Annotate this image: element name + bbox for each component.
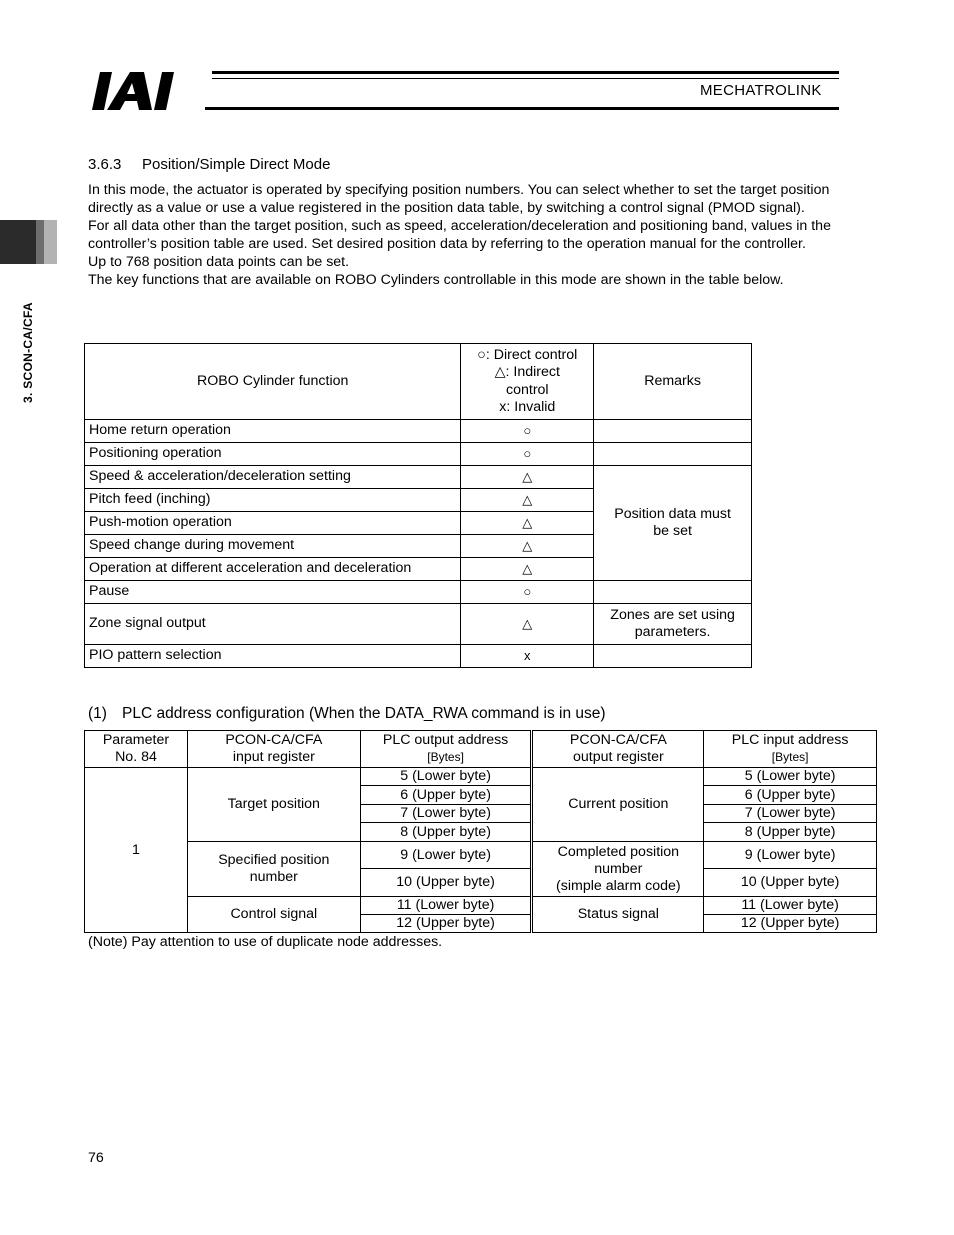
output-address-cell: 12 (Upper byte): [360, 915, 532, 933]
completed-position-cell: Completed position number (simple alarm code): [532, 842, 704, 897]
input-address-cell: 12 (Upper byte): [704, 915, 877, 933]
header-input-address: PLC input address [Bytes]: [704, 731, 877, 768]
function-cell: Home return operation: [85, 420, 461, 443]
table-row: [85, 466, 752, 489]
status-signal-cell: Status signal: [532, 897, 704, 933]
remarks-cell: [594, 443, 752, 466]
product-label: MECHATROLINK: [700, 82, 822, 99]
table-row: [85, 645, 752, 668]
plc-table-note: (Note) Pay attention to use of duplicate node addresses.: [88, 934, 443, 950]
section-number: 3.6.3: [88, 156, 122, 173]
control-cell: ○: [461, 443, 594, 466]
function-cell: Speed & acceleration/deceleration setting: [85, 466, 461, 489]
output-address-cell: 7 (Lower byte): [360, 805, 532, 823]
current-position-cell: Current position: [532, 768, 704, 842]
header-rule: [205, 107, 839, 110]
header-control: ○: Direct control △: Indirect control x: Invalid: [461, 344, 594, 420]
section-heading: [88, 156, 330, 173]
output-address-cell: 8 (Upper byte): [360, 823, 532, 842]
function-cell: Pitch feed (inching): [85, 489, 461, 512]
control-signal-cell: Control signal: [187, 897, 360, 933]
page-number: 76: [88, 1150, 104, 1166]
control-cell: ○: [461, 581, 594, 604]
plc-table-title: [88, 705, 606, 723]
section-intro: [88, 181, 878, 289]
input-address-cell: 10 (Upper byte): [704, 869, 877, 897]
plc-table-title-text: PLC address configuration (When the DATA_RWA command is in use): [122, 705, 606, 722]
control-cell: △: [461, 558, 594, 581]
function-cell: Operation at different acceleration and deceleration: [85, 558, 461, 581]
table-header-row: [85, 731, 877, 768]
table-row: [85, 420, 752, 443]
function-cell: Push-motion operation: [85, 512, 461, 535]
input-address-cell: 8 (Upper byte): [704, 823, 877, 842]
remarks-cell: [594, 645, 752, 668]
control-cell: △: [461, 535, 594, 558]
remarks-cell: [594, 581, 752, 604]
chapter-tab-marker: [0, 220, 57, 264]
intro-paragraph: Up to 768 position data points can be set.: [88, 254, 350, 270]
header-function: ROBO Cylinder function: [85, 344, 461, 420]
control-cell: △: [461, 466, 594, 489]
function-cell: Pause: [85, 581, 461, 604]
table-row: [85, 581, 752, 604]
function-table: [84, 343, 752, 668]
input-address-cell: 7 (Lower byte): [704, 805, 877, 823]
output-address-cell: 6 (Upper byte): [360, 786, 532, 805]
remarks-cell: Zones are set using parameters.: [594, 604, 752, 645]
header-input-register: PCON-CA/CFA input register: [187, 731, 360, 768]
iai-logo: [90, 70, 208, 112]
table-row: [85, 897, 877, 915]
target-position-cell: Target position: [187, 768, 360, 842]
output-address-cell: 9 (Lower byte): [360, 842, 532, 869]
specified-position-cell: Specified position number: [187, 842, 360, 897]
header-parameter: Parameter No. 84: [85, 731, 188, 768]
output-address-cell: 5 (Lower byte): [360, 768, 532, 786]
header-output-register: PCON-CA/CFA output register: [532, 731, 704, 768]
function-cell: Speed change during movement: [85, 535, 461, 558]
output-address-cell: 11 (Lower byte): [360, 897, 532, 915]
intro-paragraph: In this mode, the actuator is operated by specifying position numbers. You can select whether to set the target position directly as a value or use a value registered in the position data table, by switching a control signal (PMOD signal).: [88, 182, 830, 216]
function-cell: Positioning operation: [85, 443, 461, 466]
input-address-cell: 9 (Lower byte): [704, 842, 877, 869]
section-title: Position/Simple Direct Mode: [142, 156, 331, 173]
table-row: [85, 842, 877, 869]
control-cell: △: [461, 489, 594, 512]
plc-table-number: (1): [88, 705, 107, 722]
header-remarks: Remarks: [594, 344, 752, 420]
header-output-address: PLC output address [Bytes]: [360, 731, 532, 768]
control-cell: △: [461, 604, 594, 645]
table-row: [85, 768, 877, 786]
table-row: [85, 604, 752, 645]
table-header-row: [85, 344, 752, 420]
control-cell: △: [461, 512, 594, 535]
input-address-cell: 5 (Lower byte): [704, 768, 877, 786]
header-rule: [212, 78, 839, 79]
control-cell: x: [461, 645, 594, 668]
plc-address-table: [84, 730, 877, 933]
function-cell: Zone signal output: [85, 604, 461, 645]
control-cell: ○: [461, 420, 594, 443]
output-address-cell: 10 (Upper byte): [360, 869, 532, 897]
parameter-value-cell: 1: [85, 768, 188, 933]
chapter-side-label: 3. SCON-CA/CFA: [21, 302, 35, 403]
header-rule: [212, 71, 839, 74]
remarks-cell: [594, 420, 752, 443]
merged-remarks-cell: Position data must be set: [594, 466, 752, 581]
input-address-cell: 11 (Lower byte): [704, 897, 877, 915]
table-row: [85, 443, 752, 466]
intro-paragraph: For all data other than the target position, such as speed, acceleration/deceleration and positioning band, values in the controller’s position table are used. Set desired position data by referring to the operation manual for the controller.: [88, 218, 831, 252]
input-address-cell: 6 (Upper byte): [704, 786, 877, 805]
function-cell: PIO pattern selection: [85, 645, 461, 668]
intro-paragraph: The key functions that are available on ROBO Cylinders controllable in this mode are shown in the table below.: [88, 272, 784, 288]
